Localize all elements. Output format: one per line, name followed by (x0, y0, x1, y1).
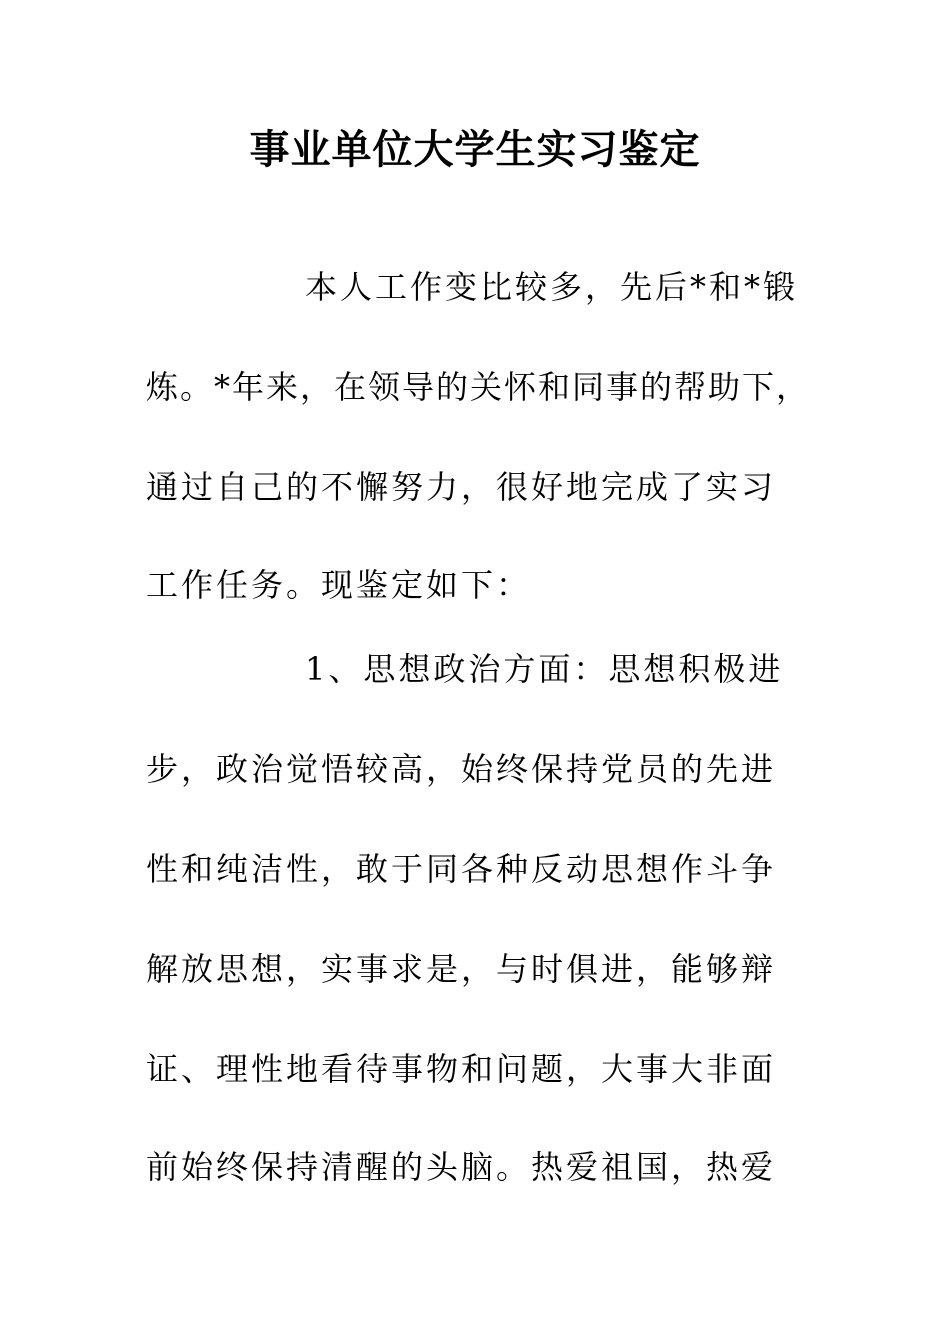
paragraph-line: 工作任务。现鉴定如下： (146, 566, 532, 604)
paragraph-line: 炼。*年来，在领导的关怀和同事的帮助下， (146, 368, 811, 406)
paragraph-line: 证、理性地看待事物和问题，大事大非面 (146, 1050, 777, 1088)
paragraph-line: 前始终保持清醒的头脑。热爱祖国，热爱 (146, 1148, 777, 1186)
paragraph-line: 1、思想政治方面：思想积极进 (305, 650, 784, 688)
paragraph-line: 解放思想，实事求是，与时俱进，能够辩 (146, 950, 777, 988)
paragraph-line: 通过自己的不懈努力，很好地完成了实习 (146, 468, 777, 506)
paragraph-line: 本人工作变比较多，先后*和*锻 (305, 268, 799, 306)
paragraph-line: 步，政治觉悟较高，始终保持党员的先进 (146, 750, 777, 788)
paragraph-line: 性和纯洁性，敢于同各种反动思想作斗争 (146, 850, 777, 888)
document-title: 事业单位大学生实习鉴定 (249, 127, 701, 173)
